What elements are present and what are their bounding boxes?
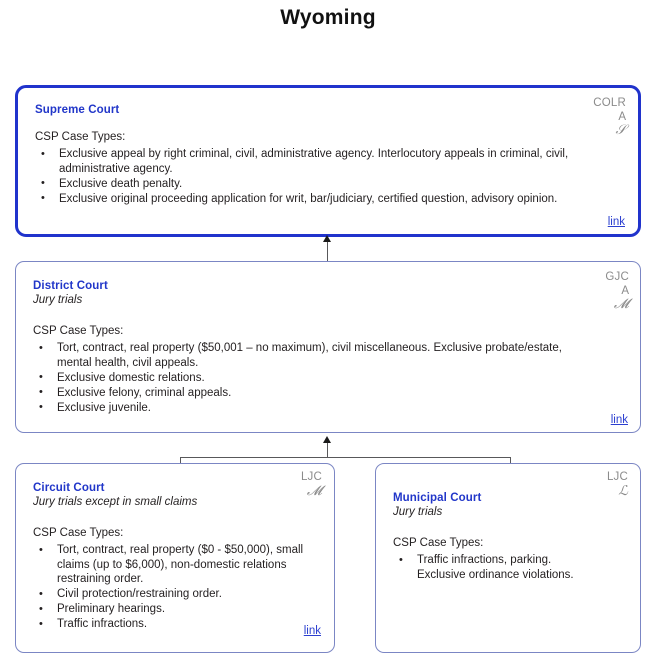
badge-code: LJC [300, 471, 322, 483]
badge-code: COLR [593, 97, 626, 109]
court-name-supreme-court: Supreme Court [35, 104, 120, 116]
csp-case-types-label-supreme-court: CSP Case Types: [35, 131, 126, 143]
district-court-inner [16, 262, 640, 432]
court-subtitle-district-court: Jury trials [33, 294, 83, 306]
csp-case-types-label-municipal-court: CSP Case Types: [393, 537, 484, 549]
supreme-court-inner [18, 88, 638, 234]
badge-funding: A [621, 284, 629, 297]
badge-circuit-court [301, 471, 322, 498]
list-item: • Traffic infractions, parking. [393, 553, 623, 568]
court-box-circuit-court[interactable] [15, 463, 335, 653]
badge-district-court [605, 271, 629, 312]
list-item: • Tort, contract, real property ($0 - $50,000), small claims (up to $6,000), non-domestic relations restraining order. [33, 543, 315, 587]
badge-script-letter: 𝒮 [615, 122, 626, 138]
link-circuit-court[interactable]: link [303, 625, 321, 637]
court-subtitle-municipal-court: Jury trials [393, 506, 443, 518]
list-item: • Preliminary hearings. [33, 602, 315, 617]
connector-bracket-arrow [323, 436, 331, 443]
list-item: • Traffic infractions. [33, 617, 315, 632]
court-box-district-court[interactable] [15, 261, 641, 433]
case-type-list-supreme-court [35, 147, 620, 207]
court-name-municipal-court: Municipal Court [393, 492, 482, 504]
court-name-district-court: District Court [33, 280, 108, 292]
badge-code: LJC [606, 471, 628, 483]
list-item: • Exclusive original proceeding application for writ, bar/judiciary, certified question, advisory opinion. [35, 192, 620, 207]
connector-district-to-supreme-line [327, 241, 328, 261]
court-name-circuit-court: Circuit Court [33, 482, 105, 494]
court-subtitle-circuit-court: Jury trials except in small claims [33, 496, 198, 508]
badge-funding: A [618, 110, 626, 123]
connector-bracket-horizontal [180, 457, 510, 458]
csp-case-types-label-district-court: CSP Case Types: [33, 325, 124, 337]
page-title: Wyoming [280, 6, 376, 29]
list-item: • Tort, contract, real property ($50,001 – no maximum), civil miscellaneous. Exclusive probate/estate, mental health, civil appeals. [33, 341, 578, 370]
case-type-list-circuit-court [33, 543, 315, 633]
case-type-list-municipal-court [393, 553, 623, 583]
court-box-municipal-court[interactable] [375, 463, 641, 653]
list-item: • Exclusive domestic relations. [33, 371, 578, 386]
badge-script-letter: ℒ [618, 482, 628, 499]
badge-code: GJC [605, 271, 629, 283]
link-supreme-court[interactable]: link [607, 216, 625, 228]
badge-script-letter: 𝓜 [306, 482, 322, 499]
badge-municipal-court [607, 471, 628, 498]
connector-district-to-supreme-arrow [323, 235, 331, 242]
list-item: • Exclusive juvenile. [33, 401, 578, 416]
circuit-court-inner [16, 464, 334, 652]
link-district-court[interactable]: link [610, 414, 628, 426]
municipal-court-inner [376, 464, 640, 652]
badge-script-letter: 𝓜 [613, 296, 629, 312]
case-type-list-district-court [33, 341, 578, 416]
list-item: • Exclusive death penalty. [35, 177, 620, 192]
list-item: • Civil protection/restraining order. [33, 587, 315, 602]
list-item: • Exclusive appeal by right criminal, civil, administrative agency. Interlocutory appeals in criminal, civil, administrative agency. [35, 147, 620, 176]
court-box-supreme-court[interactable] [15, 85, 641, 237]
list-item: Exclusive ordinance violations. [417, 569, 574, 582]
list-item: • Exclusive felony, criminal appeals. [33, 386, 578, 401]
badge-supreme-court [593, 97, 626, 138]
csp-case-types-label-circuit-court: CSP Case Types: [33, 527, 124, 539]
connector-bracket-stem [327, 443, 328, 457]
